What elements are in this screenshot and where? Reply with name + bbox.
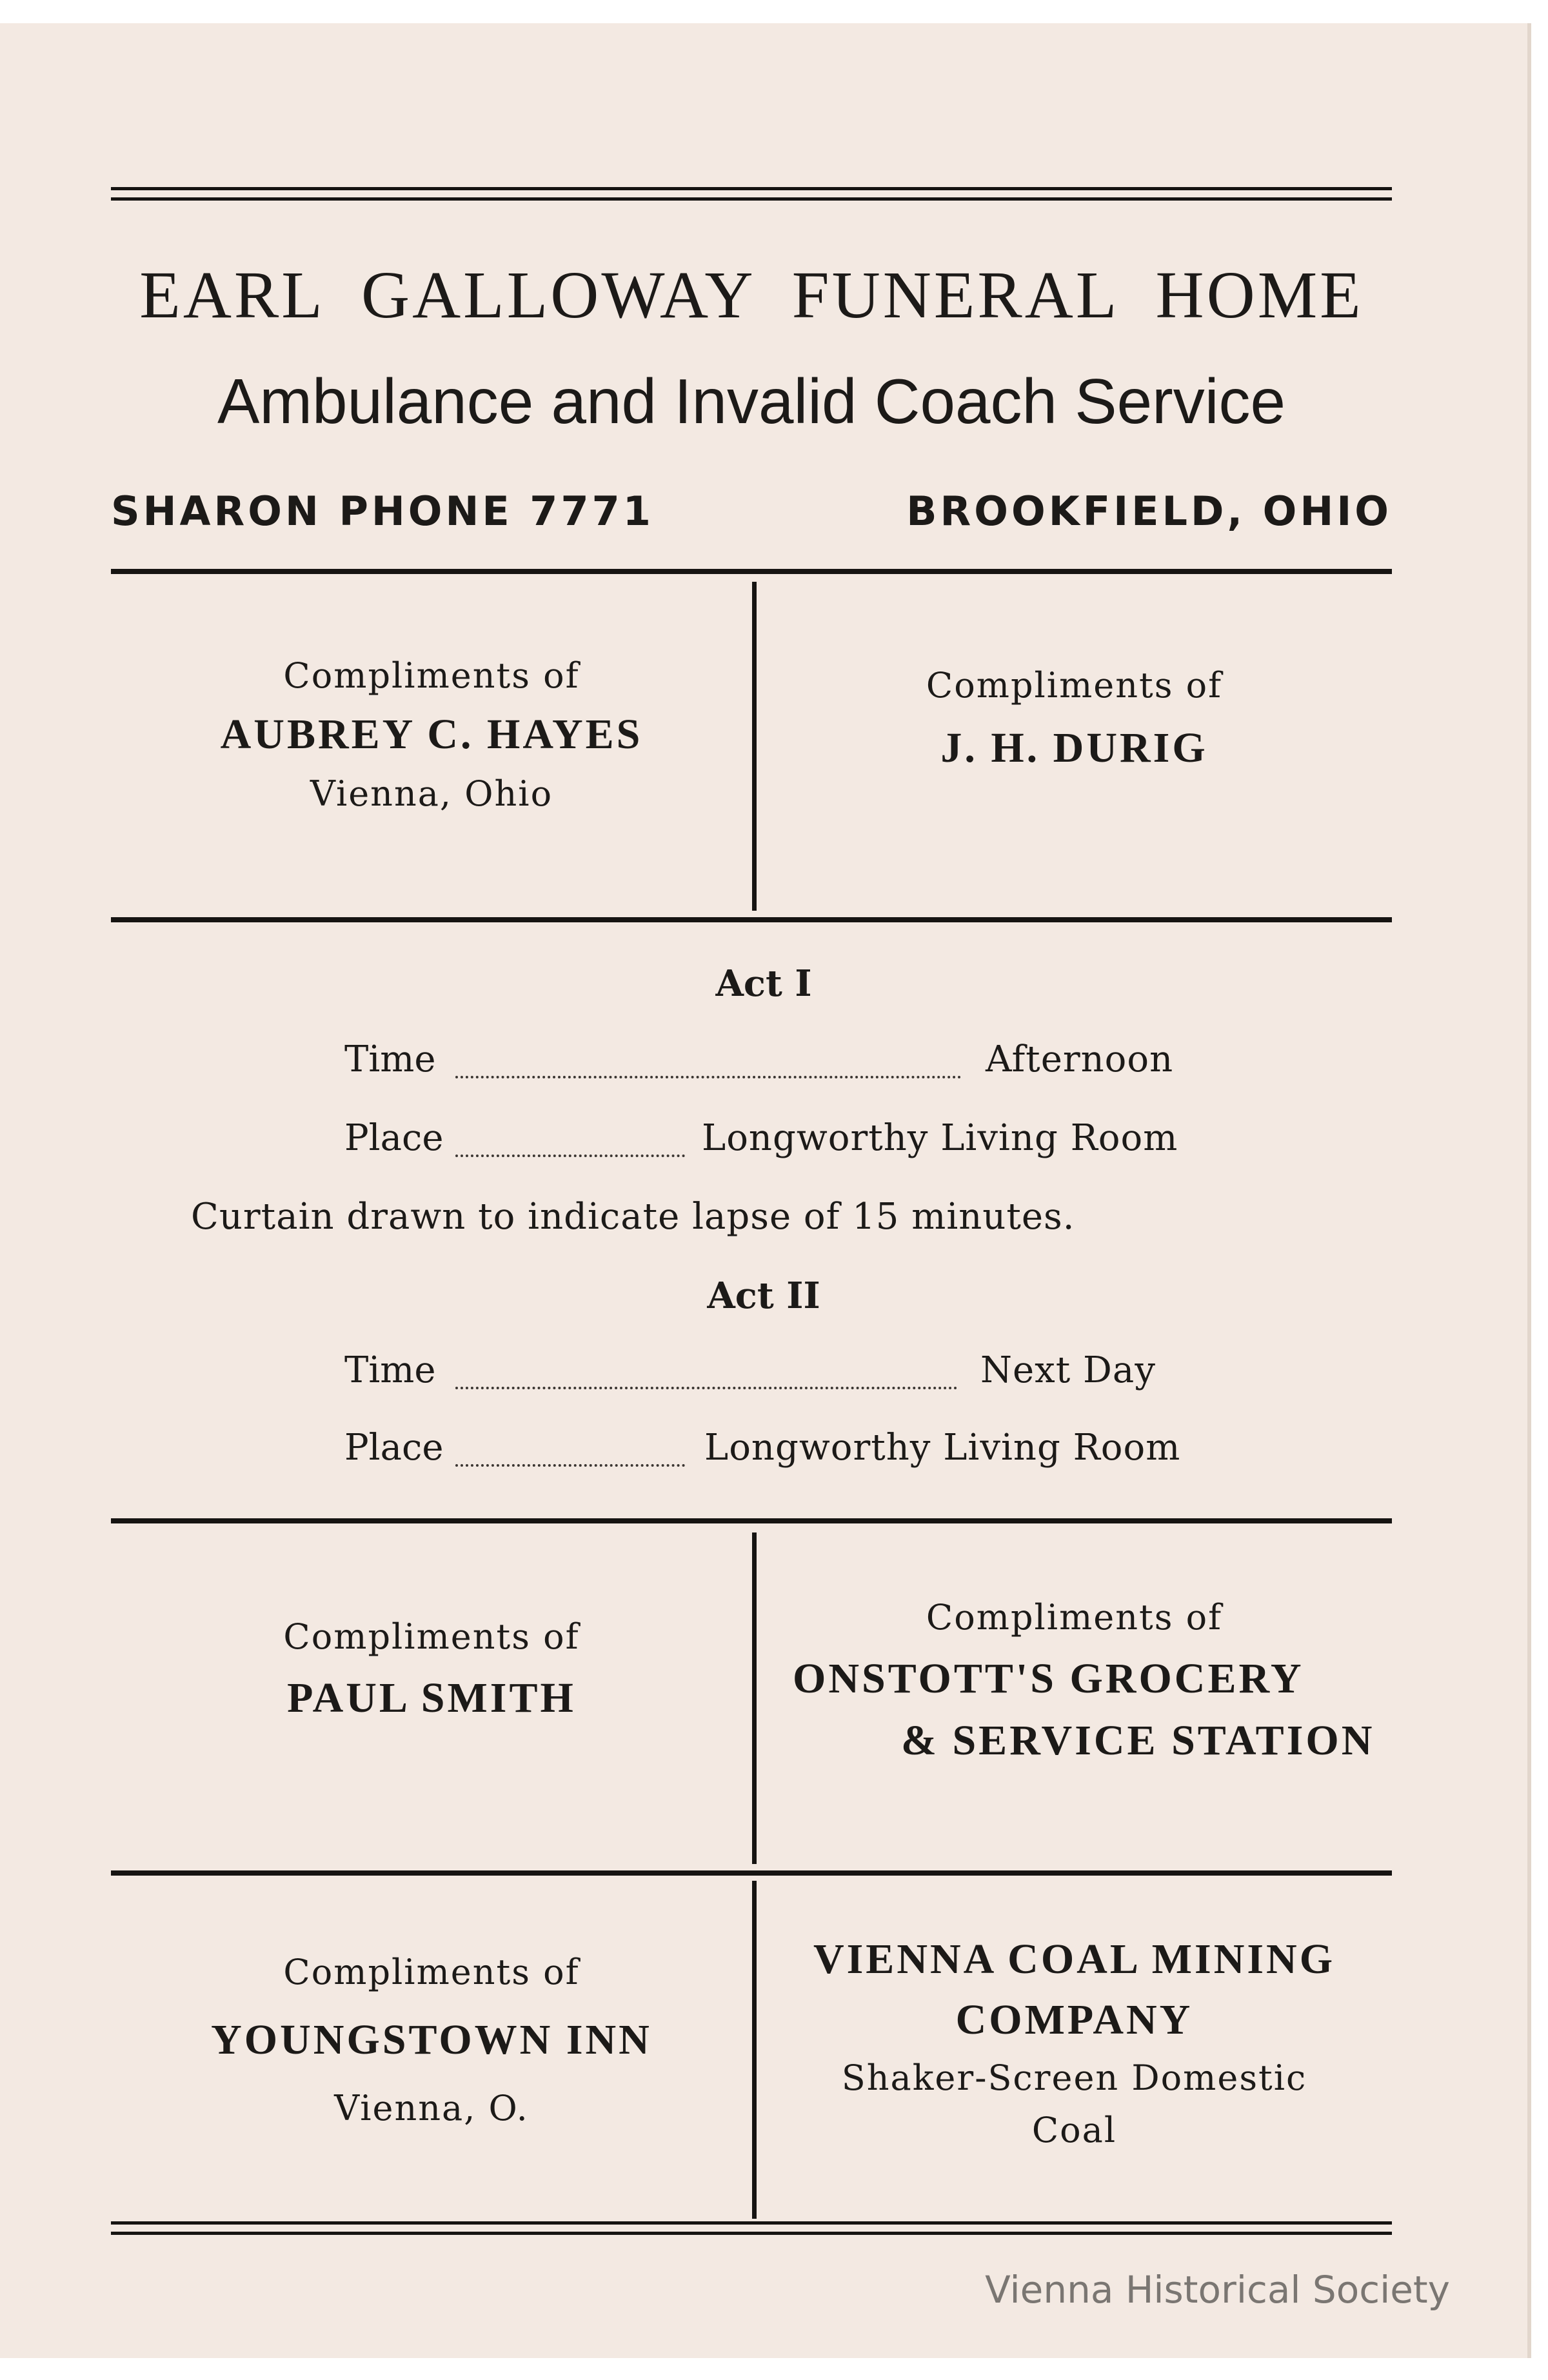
ad-aubrey-hayes xyxy=(111,655,752,814)
act-one-time-label: Time xyxy=(344,1038,436,1080)
advertiser-town: Vienna, O. xyxy=(334,2088,529,2128)
ambulance-service-line: Ambulance and Invalid Coach Service xyxy=(217,366,1286,437)
watermark-text: Vienna Historical Society xyxy=(985,2268,1450,2312)
acts-bottom-rule xyxy=(111,1518,1392,1523)
advertiser-name-line-2: COMPANY xyxy=(955,1996,1193,2043)
ad-jh-durig xyxy=(757,665,1392,773)
ad-onstotts-grocery xyxy=(757,1597,1392,1765)
act-two-place-value: Longworthy Living Room xyxy=(704,1427,1181,1469)
compliments-label: Compliments of xyxy=(283,1616,580,1657)
middle-ads-divider xyxy=(752,1532,757,1864)
curtain-note: Curtain drawn to indicate lapse of 15 minutes. xyxy=(191,1196,1075,1238)
top-ads-divider xyxy=(752,582,757,911)
program-page xyxy=(0,23,1531,2358)
act-two-time-label: Time xyxy=(344,1349,436,1391)
funeral-home-title: EARL GALLOWAY FUNERAL HOME xyxy=(139,258,1364,332)
advertiser-detail-line-1: Shaker-Screen Domestic xyxy=(841,2058,1307,2098)
advertiser-name: PAUL SMITH xyxy=(287,1674,576,1721)
compliments-label: Compliments of xyxy=(926,665,1223,706)
act-two-time-leader xyxy=(455,1387,957,1389)
act-two-title: Act II xyxy=(707,1274,820,1317)
bottom-double-rule-a xyxy=(111,2221,1392,2225)
advertiser-name: J. H. DURIG xyxy=(940,724,1208,771)
header-bottom-rule xyxy=(111,569,1392,574)
advertiser-detail-line-2: Coal xyxy=(1031,2110,1117,2150)
ad-paul-smith xyxy=(111,1616,752,1723)
bottom-ads-divider xyxy=(752,1881,757,2219)
act-two-place-leader xyxy=(455,1464,685,1467)
advertiser-name: YOUNGSTOWN INN xyxy=(211,2016,652,2063)
act-one-place-value: Longworthy Living Room xyxy=(702,1117,1178,1159)
act-two-time-value: Next Day xyxy=(980,1349,1156,1391)
sharon-phone: SHARON PHONE 7771 xyxy=(111,488,654,535)
act-two-place-label: Place xyxy=(344,1427,444,1469)
top-double-rule-b xyxy=(111,197,1392,201)
advertiser-name-line-1: ONSTOTT'S GROCERY xyxy=(793,1655,1304,1702)
advertiser-name-line-2: & SERVICE STATION xyxy=(901,1717,1375,1764)
compliments-label: Compliments of xyxy=(283,1952,580,1992)
advertiser-town: Vienna, Ohio xyxy=(310,773,553,814)
act-one-time-value: Afternoon xyxy=(986,1038,1174,1080)
act-one-title: Act I xyxy=(715,962,812,1005)
bottom-double-rule-b xyxy=(111,2232,1392,2235)
brookfield-location: BROOKFIELD, OHIO xyxy=(906,488,1392,535)
act-one-place-label: Place xyxy=(344,1117,444,1159)
ad-youngstown-inn xyxy=(111,1952,752,2128)
compliments-label: Compliments of xyxy=(926,1597,1223,1638)
acts-top-rule xyxy=(111,917,1392,922)
ad-vienna-coal xyxy=(757,1935,1392,2150)
act-one-place-leader xyxy=(455,1155,685,1157)
top-double-rule-a xyxy=(111,187,1392,190)
advertiser-name: AUBREY C. HAYES xyxy=(220,711,643,758)
advertiser-name-line-1: VIENNA COAL MINING xyxy=(813,1936,1336,1983)
compliments-label: Compliments of xyxy=(283,655,580,696)
bottom-ads-top-rule xyxy=(111,1870,1392,1876)
act-one-time-leader xyxy=(455,1076,961,1078)
